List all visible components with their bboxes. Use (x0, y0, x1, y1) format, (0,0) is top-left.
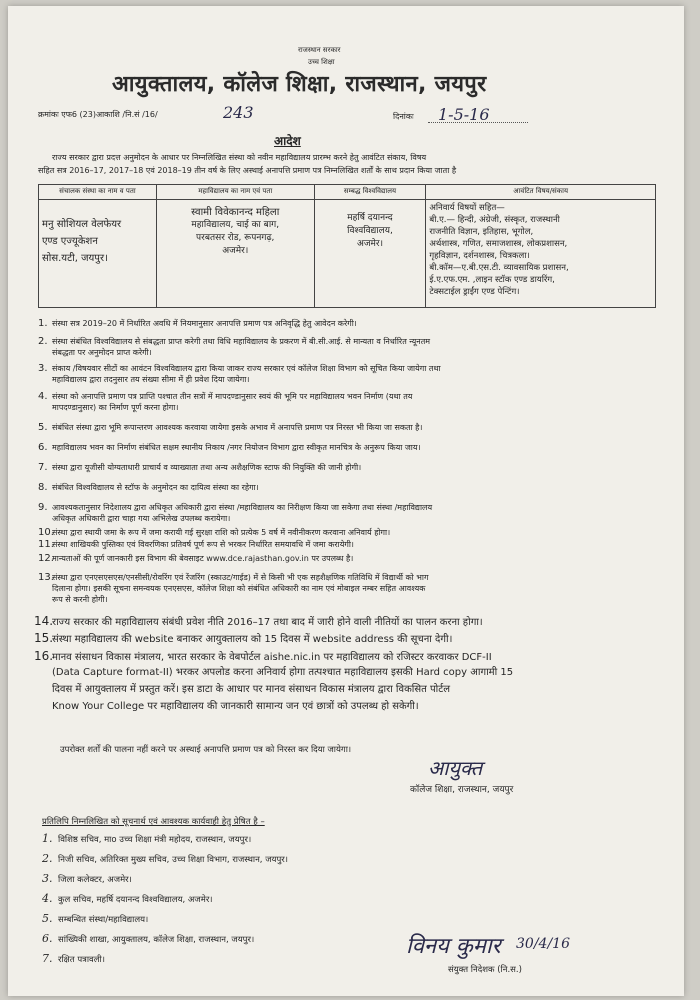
order-heading: आदेश (274, 134, 301, 148)
condition-item (34, 632, 654, 646)
condition-number: 3. (38, 363, 48, 374)
condition-text: संस्था द्वारा स्थायी जमा के रूप में जमा करायी गई सुरक्षा राशि को प्रत्येक 5 वर्ष में नवीनीकरण करवाना अनिवार्य होगा। (52, 528, 391, 537)
table-header-university: सम्बद्ध विश्वविद्यालय (314, 185, 426, 200)
signature-date: 30/4/16 (516, 936, 570, 952)
condition-text: संस्था द्वारा यूजीसी योग्यताधारी प्राचार्य व व्याख्याता तथा अन्य अशैक्षणिक स्टाफ की नियुक्ति की जानी होगी। (52, 463, 362, 472)
condition-item (38, 318, 658, 329)
reference-prefix: क्रमांकः एफ6 (23)आकाशि /नि.सं /16/ (38, 110, 158, 119)
condition-item (38, 553, 658, 564)
society-cell (39, 200, 157, 308)
document-title: आयुक्तालय, कॉलेज शिक्षा, राजस्थान, जयपुर (112, 72, 487, 97)
condition-number: 7. (38, 462, 48, 473)
copy-item (42, 952, 105, 965)
copy-item (42, 912, 148, 925)
condition-number: 6. (38, 442, 48, 453)
condition-text: मापदण्डानुसार) का निर्माण पूर्ण करना होगा। (52, 403, 179, 412)
college-line: महाविद्यालय, चाई का बाग, (191, 220, 280, 230)
condition-text: (Data Capture format-II) भरकर अपलोड करना अनिवार्य होगा तत्पश्चात महाविद्यालय इसकी Hard copy आगामी 15 (52, 667, 514, 678)
copy-text: निजी सचिव, अतिरिक्त मुख्य सचिव, उच्च शिक्षा विभाग, राजस्थान, जयपुर। (58, 855, 288, 865)
society-line: सोस.यटी, जयपुर। (42, 253, 108, 264)
intro-line-2: सहित सत्र 2016–17, 2017–18 एवं 2018–19 तीन वर्ष के लिए अस्थाई अनापत्ति प्रमाण पत्र निम्नलिखित शर्तों के साथ प्रदान किया जाता है (38, 166, 457, 175)
document-page (8, 6, 684, 996)
university-line: विश्वविद्यालय, (347, 226, 393, 236)
condition-item (38, 502, 658, 524)
copy-text: सांख्यिकी शाखा, आयुक्तालय, कॉलेज शिक्षा, राजस्थान, जयपुर। (58, 935, 255, 945)
condition-text: मानव संसाधन विकास मंत्रालय, भारत सरकार के वेबपोर्टल aishe.nic.in पर महाविद्यालय को रजिस्टर करवाकर DCF-II (52, 652, 492, 663)
college-line: अजमेर। (222, 246, 249, 256)
condition-item (38, 363, 658, 385)
society-line: मनु सोशियल वेलफेयर (42, 219, 122, 230)
college-line: स्वामी विवेकानन्द महिला (191, 207, 280, 218)
copy-text: रक्षित पत्रावली। (58, 955, 105, 965)
condition-text: संस्था संबंधित विश्वविद्यालय से संबद्धता प्राप्त करेगी तथा विधि महाविद्यालय के प्रकरण में बी.सी.आई. से मान्यता व निर्धारित न्यूनतम (52, 337, 431, 346)
copy-number: 6. (42, 932, 53, 945)
condition-text: महाविद्यालय भवन का निर्माण संबंधित सक्षम स्थानीय निकाय /नगर नियोजन विभाग द्वारा स्वीकृत मानचित्र के अनुरूप किया जाय। (52, 443, 421, 452)
university-line: अजमेर। (356, 239, 383, 249)
copy-text: कुल सचिव, महर्षि दयानन्द विश्वविद्यालय, अजमेर। (58, 895, 213, 905)
condition-number: 12. (38, 553, 54, 564)
condition-text: दिवस में आयुक्तालय में प्रस्तुत करें। इस डाटा के आधार पर मानव संसाधन विकास मंत्रालय द्वारा विकसित पोर्टल (52, 684, 451, 695)
table-header-college: महाविद्यालय का नाम एवं पता (156, 185, 314, 200)
condition-item (38, 482, 658, 493)
copy-number: 3. (42, 872, 53, 885)
condition-text: संस्था शाखियकी पुस्तिका एवं विवरणिका प्रतिवर्ष पूर्ण रूप से भरकर निर्धारित समयावधि में जमा करायेगी। (52, 540, 354, 549)
commissioner-signature: आयुक्त (428, 756, 483, 780)
department-label: उच्च शिक्षा (308, 58, 335, 66)
copy-number: 4. (42, 892, 53, 905)
condition-item (38, 572, 658, 605)
condition-text: संस्था महाविद्यालय की website बनाकर आयुक्तालय को 15 दिवस में website address की सूचना देगी। (52, 634, 453, 645)
copy-text: जिला कलेक्टर, अजमेर। (58, 875, 132, 885)
condition-item (38, 442, 658, 453)
subject-line: गृहविज्ञान, दर्शनशास्त्र, चित्रकला। (429, 251, 530, 261)
condition-text: संस्था को अनापत्ति प्रमाण पत्र प्राप्ति पश्चात तीन सत्रों में मापदण्डानुसार स्वयं की भूमि पर महाविद्यालय भवन निर्माण (यथा तय (52, 392, 413, 401)
subject-line: बी.ए.— हिन्दी, अंग्रेजी, संस्कृत, राजस्थानी (429, 215, 560, 225)
copy-number: 1. (42, 832, 53, 845)
condition-number: 14. (34, 614, 54, 628)
subject-line: अर्थशास्त्र, गणित, समाजशास्त्र, लोकप्रशासन, (429, 239, 568, 249)
condition-item (38, 336, 658, 358)
condition-text: संकाय /विषयवार सीटों का आवंटन विश्वविद्यालय द्वारा किया जाकर राज्य सरकार एवं कॉलेज शिक्षा विभाग को सूचित किया जायेगा तथा (52, 364, 441, 373)
condition-number: 4. (38, 391, 48, 402)
subject-line: टेक्सटाईल ड्राईंग एण्ड पेन्टिंग। (429, 287, 520, 297)
closing-statement: उपरोक्त शर्तों की पालना नहीं करने पर अस्थाई अनापत्ति प्रमाण पत्र को निरस्त कर दिया जायेगा। (60, 745, 352, 755)
joint-director-designation: संयुक्त निदेशक (नि.स.) (448, 965, 522, 975)
condition-text: संस्था द्वारा एनएसएसएस/एनसीसी/रोवरिंग एवं रेंजरिंग (स्काउट/गाईड) में से किसी भी एक सहशैक्षणिक गतिविधि में विद्यार्थी को भाग (52, 573, 429, 582)
copy-item (42, 872, 132, 885)
condition-number: 10. (38, 527, 54, 538)
reference-number: 243 (223, 103, 254, 122)
condition-text: राज्य सरकार की महाविद्यालय संबंधी प्रवेश नीति 2016–17 तथा बाद में जारी होने वाली नीतियों का पालन करना होगा। (52, 617, 483, 628)
copy-number: 5. (42, 912, 53, 925)
condition-number: 8. (38, 482, 48, 493)
copy-item (42, 932, 254, 945)
subjects-cell (426, 200, 656, 308)
government-label: राजस्थान सरकार (298, 46, 341, 54)
condition-number: 2. (38, 336, 48, 347)
date-label: दिनांकः (393, 112, 414, 121)
condition-item (38, 391, 658, 413)
condition-number: 15. (34, 631, 54, 645)
copy-item (42, 832, 251, 845)
allocation-table (38, 184, 656, 308)
copy-item (42, 852, 288, 865)
date-underline (428, 122, 528, 123)
condition-number: 1. (38, 318, 48, 329)
condition-item (34, 615, 654, 629)
commissioner-designation: कॉलेज शिक्षा, राजस्थान, जयपुर (410, 785, 514, 795)
joint-director-signature: विनय कुमार (406, 934, 501, 959)
condition-number: 11. (38, 539, 54, 550)
subject-line: राजनीति विज्ञान, इतिहास, भूगोल, (429, 227, 534, 237)
university-cell (314, 200, 426, 308)
table-row (39, 200, 656, 308)
copy-number: 2. (42, 852, 53, 865)
college-cell (156, 200, 314, 308)
condition-number: 13. (38, 572, 54, 583)
copy-number: 7. (42, 952, 53, 965)
condition-number: 5. (38, 422, 48, 433)
condition-number: 16. (34, 649, 54, 663)
society-line: एण्ड एज्यूकेशन (42, 236, 98, 247)
copy-item (42, 892, 213, 905)
college-line: परबतसर रोड, रूपनगढ़, (196, 233, 275, 243)
condition-text: संबद्धता पर अनुमोदन प्राप्त करेगी। (52, 348, 152, 357)
subject-line: बी.कॉम—ए.बी.एस.टी. व्यावसायिक प्रशासन, (429, 263, 569, 273)
copy-to-heading: प्रतिलिपि निम्नलिखित को सूचनार्थ एवं आवश्यक कार्यवाही हेतु प्रेषित है – (42, 817, 265, 827)
condition-number: 9. (38, 502, 48, 513)
condition-item (38, 462, 658, 473)
condition-text: संबंधित विश्वविद्यालय से स्टॉफ के अनुमोदन का दायित्व संस्था का रहेगा। (52, 483, 259, 492)
condition-text: महाविद्यालय द्वारा तदनुसार तय संख्या सीमा में ही प्रवेश दिया जायेगा। (52, 375, 250, 384)
condition-text: संबंधित संस्था द्वारा भूमि रूपान्तरण आवश्यक करवाया जायेगा इसके अभाव में अनापत्ति प्रमाण पत्र निरस्त भी किया जा सकता है। (52, 423, 423, 432)
condition-item (38, 539, 658, 550)
condition-item (34, 650, 654, 715)
date-value: 1-5-16 (438, 105, 490, 124)
condition-text: आवश्यकतानुसार निदेशालय द्वारा अधिकृत अधिकारी द्वारा संस्था /महाविद्यालय का निरीक्षण किया जा सकेगा तथा संस्था /महाविद्यालय (52, 503, 433, 512)
table-header-subjects: आवंटित विषय/संकाय (426, 185, 656, 200)
condition-item (38, 422, 658, 433)
condition-item (38, 527, 658, 538)
condition-text: दिलाना होगा। इसकी सूचना समन्वयक एनएसएस, कॉलेज शिक्षा को संबंधित अधिकारी का नाम एवं मोबाइल नम्बर सहित आवश्यक (52, 584, 426, 593)
subject-line: ई.ए.एफ.एम. ,लाइन स्टॉक एण्ड डायरिंग, (429, 275, 555, 285)
table-header-row (39, 185, 656, 200)
table-header-society: संचालक संस्था का नाम व पता (39, 185, 157, 200)
subject-line: अनिवार्य विषयों सहित— (429, 203, 505, 213)
intro-line-1: राज्य सरकार द्वारा प्रदत्त अनुमोदन के आधार पर निम्नलिखित संस्था को नवीन महाविद्यालय प्रारम्भ करने हेतु आवंटित संकाय, विषय (52, 153, 427, 162)
copy-text: सम्बन्धित संस्था/महाविद्यालय। (58, 915, 149, 925)
condition-text: संस्था सत्र 2019–20 में निर्धारित अवधि में नियमानुसार अनापत्ति प्रमाण पत्र अनिवृद्धि हेतु आवेदन करेगी। (52, 319, 357, 328)
copy-text: विशिष्ठ सचिव, माo उच्च शिक्षा मंत्री महोदय, राजस्थान, जयपुर। (58, 835, 252, 845)
condition-text: रूप से करनी होगी। (52, 595, 108, 604)
condition-text: अधिकृत अधिकारी द्वारा चाहा गया अभिलेख उपलब्ध करायेगा। (52, 514, 231, 523)
university-line: महर्षि दयानन्द (347, 213, 393, 223)
condition-text: मान्यताओं की पूर्ण जानकारी इस विभाग की बेवसाइट www.dce.rajasthan.gov.in पर उपलब्ध है। (52, 554, 354, 563)
condition-text: Know Your College पर महाविद्यालय की जानकारी सामान्य जन एवं छात्रों को उपलब्ध हो सकेगी। (52, 701, 419, 712)
